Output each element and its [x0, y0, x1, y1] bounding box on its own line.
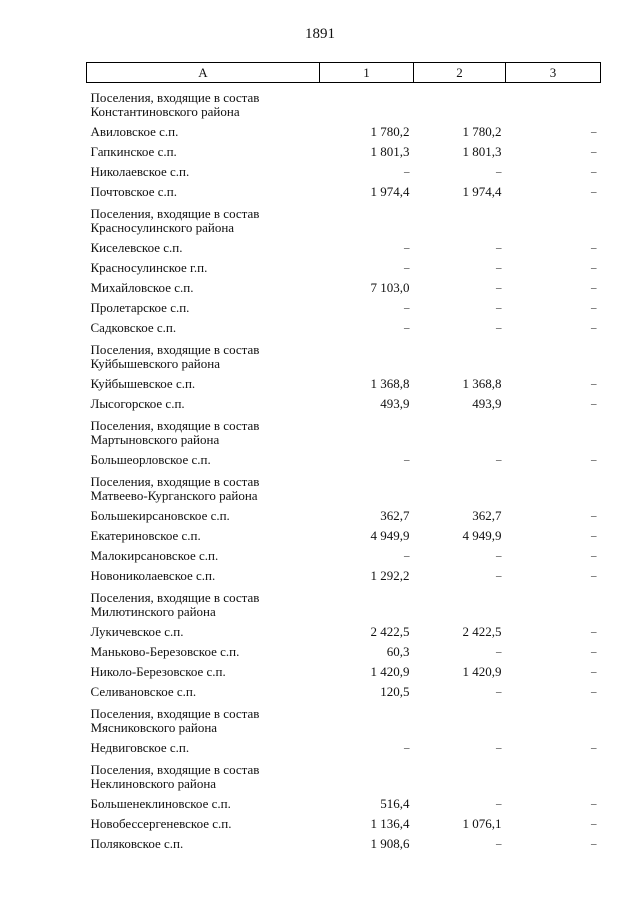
value-cell-col-3: –	[591, 302, 597, 314]
settlement-name: Большеорловское с.п.	[90, 452, 211, 467]
value-cell-col-1: 1 780,2	[370, 124, 410, 139]
settlement-name: Лысогорское с.п.	[90, 396, 185, 411]
value-cell-col-2: 1 076,1	[462, 816, 502, 831]
empty-cell	[506, 199, 601, 235]
settlement-row	[87, 563, 601, 583]
settlement-name: Красносулинское г.п.	[90, 260, 208, 275]
settlement-name: Большекирсановское с.п.	[90, 508, 230, 523]
settlement-row	[87, 543, 601, 563]
empty-cell	[320, 335, 414, 371]
empty-cell	[320, 411, 414, 447]
settlement-row	[87, 679, 601, 699]
settlement-row	[87, 503, 601, 523]
district-group-row	[87, 467, 601, 503]
settlement-name: Авиловское с.п.	[90, 124, 179, 139]
value-cell-col-3: –	[591, 126, 597, 138]
empty-cell	[506, 467, 601, 503]
value-cell-col-3: –	[591, 322, 597, 334]
value-cell-col-1: 60,3	[386, 644, 410, 659]
value-cell-col-2: –	[496, 166, 502, 178]
settlement-row	[87, 659, 601, 679]
value-cell-col-1: 1 974,4	[370, 184, 410, 199]
settlement-row	[87, 447, 601, 467]
settlement-name: Пролетарское с.п.	[90, 300, 190, 315]
settlement-name: Новониколаевское с.п.	[90, 568, 216, 583]
settlement-row	[87, 831, 601, 851]
empty-cell	[506, 699, 601, 735]
value-cell-col-1: –	[404, 242, 410, 254]
settlement-row	[87, 371, 601, 391]
value-cell-col-1: 516,4	[380, 796, 410, 811]
settlement-row	[87, 235, 601, 255]
header-row	[87, 63, 601, 83]
value-cell-col-1: 2 422,5	[370, 624, 410, 639]
value-cell-col-1: –	[404, 302, 410, 314]
district-group-row	[87, 199, 601, 235]
value-cell-col-1: 1 292,2	[370, 568, 410, 583]
settlement-row	[87, 119, 601, 139]
empty-cell	[414, 335, 506, 371]
value-cell-col-1: 493,9	[380, 396, 410, 411]
value-cell-col-2: 1 420,9	[462, 664, 502, 679]
settlement-name: Куйбышевское с.п.	[90, 376, 196, 391]
value-cell-col-3: –	[591, 666, 597, 678]
value-cell-col-2: 1 780,2	[462, 124, 502, 139]
settlement-name: Николаевское с.п.	[90, 164, 190, 179]
settlement-name: Садковское с.п.	[90, 320, 177, 335]
settlement-name: Лукичевское с.п.	[90, 624, 184, 639]
value-cell-col-1: 1 801,3	[370, 144, 410, 159]
settlement-name: Большенеклиновское с.п.	[90, 796, 231, 811]
value-cell-col-2: –	[496, 838, 502, 850]
district-group-label: Поселения, входящие в состав Константиновского района	[90, 90, 260, 119]
empty-cell	[414, 699, 506, 735]
value-cell-col-1: –	[404, 454, 410, 466]
settlement-row	[87, 523, 601, 543]
header-cell-a: А	[87, 63, 320, 83]
settlement-row	[87, 179, 601, 199]
settlement-row	[87, 639, 601, 659]
settlement-row	[87, 391, 601, 411]
district-group-label: Поселения, входящие в состав Неклиновского района	[90, 762, 260, 791]
value-cell-col-1: –	[404, 742, 410, 754]
value-cell-col-1: 1 136,4	[370, 816, 410, 831]
value-cell-col-3: –	[591, 550, 597, 562]
value-cell-col-3: –	[591, 282, 597, 294]
value-cell-col-1: –	[404, 166, 410, 178]
value-cell-col-2: –	[496, 302, 502, 314]
settlement-name: Недвиговское с.п.	[90, 740, 190, 755]
empty-cell	[506, 411, 601, 447]
district-group-row	[87, 755, 601, 791]
district-group-label: Поселения, входящие в состав Куйбышевского района	[90, 342, 260, 371]
value-cell-col-3: –	[591, 626, 597, 638]
empty-cell	[320, 199, 414, 235]
value-cell-col-3: –	[591, 166, 597, 178]
settlement-row	[87, 791, 601, 811]
district-group-label: Поселения, входящие в состав Милютинского района	[90, 590, 260, 619]
empty-cell	[414, 583, 506, 619]
value-cell-col-2: –	[496, 322, 502, 334]
value-cell-col-2: –	[496, 570, 502, 582]
settlement-name: Екатериновское с.п.	[90, 528, 201, 543]
value-cell-col-3: –	[591, 686, 597, 698]
value-cell-col-3: –	[591, 146, 597, 158]
value-cell-col-3: –	[591, 742, 597, 754]
district-group-row	[87, 411, 601, 447]
settlement-row	[87, 275, 601, 295]
value-cell-col-2: 493,9	[472, 396, 502, 411]
value-cell-col-2: 2 422,5	[462, 624, 502, 639]
district-group-row	[87, 335, 601, 371]
empty-cell	[506, 83, 601, 120]
settlement-name: Киселевское с.п.	[90, 240, 183, 255]
value-cell-col-3: –	[591, 262, 597, 274]
district-group-row	[87, 83, 601, 120]
settlement-name: Почтовское с.п.	[90, 184, 177, 199]
value-cell-col-1: –	[404, 550, 410, 562]
settlement-row	[87, 295, 601, 315]
settlement-name: Маньково-Березовское с.п.	[90, 644, 240, 659]
value-cell-col-2: –	[496, 742, 502, 754]
value-cell-col-3: –	[591, 530, 597, 542]
settlement-name: Гапкинское с.п.	[90, 144, 177, 159]
value-cell-col-2: –	[496, 454, 502, 466]
settlement-name: Поляковское с.п.	[90, 836, 184, 851]
district-group-label: Поселения, входящие в состав Мясниковского района	[90, 706, 260, 735]
value-cell-col-2: –	[496, 550, 502, 562]
empty-cell	[414, 411, 506, 447]
district-group-label: Поселения, входящие в состав Мартыновского района	[90, 418, 260, 447]
header-cell-3: 3	[506, 63, 601, 83]
value-cell-col-2: –	[496, 262, 502, 274]
settlements-budget-table	[86, 62, 601, 851]
table-body	[87, 83, 601, 852]
value-cell-col-1: –	[404, 322, 410, 334]
value-cell-col-1: 1 368,8	[370, 376, 410, 391]
value-cell-col-3: –	[591, 646, 597, 658]
settlement-name: Малокирсановское с.п.	[90, 548, 219, 563]
settlement-row	[87, 255, 601, 275]
table-header	[87, 63, 601, 83]
value-cell-col-3: –	[591, 242, 597, 254]
empty-cell	[506, 335, 601, 371]
settlement-row	[87, 315, 601, 335]
empty-cell	[414, 199, 506, 235]
value-cell-col-2: 1 801,3	[462, 144, 502, 159]
value-cell-col-3: –	[591, 454, 597, 466]
empty-cell	[414, 755, 506, 791]
settlement-row	[87, 139, 601, 159]
value-cell-col-2: –	[496, 646, 502, 658]
settlement-row	[87, 619, 601, 639]
value-cell-col-2: –	[496, 242, 502, 254]
value-cell-col-1: 120,5	[380, 684, 410, 699]
settlement-row	[87, 159, 601, 179]
district-group-row	[87, 699, 601, 735]
value-cell-col-3: –	[591, 378, 597, 390]
value-cell-col-2: 1 368,8	[462, 376, 502, 391]
value-cell-col-2: –	[496, 798, 502, 810]
settlement-name: Николо-Березовское с.п.	[90, 664, 226, 679]
empty-cell	[320, 467, 414, 503]
empty-cell	[320, 755, 414, 791]
settlement-name: Селивановское с.п.	[90, 684, 197, 699]
district-group-row	[87, 583, 601, 619]
empty-cell	[320, 699, 414, 735]
value-cell-col-1: 7 103,0	[370, 280, 410, 295]
header-cell-2: 2	[414, 63, 506, 83]
settlement-row	[87, 811, 601, 831]
empty-cell	[320, 83, 414, 120]
district-group-label: Поселения, входящие в состав Матвеево-Курганского района	[90, 474, 260, 503]
value-cell-col-1: 1 908,6	[370, 836, 410, 851]
district-group-label: Поселения, входящие в состав Красносулинского района	[90, 206, 260, 235]
page-number: 1891	[305, 26, 335, 42]
value-cell-col-3: –	[591, 818, 597, 830]
empty-cell	[414, 83, 506, 120]
value-cell-col-3: –	[591, 798, 597, 810]
value-cell-col-3: –	[591, 186, 597, 198]
value-cell-col-2: 1 974,4	[462, 184, 502, 199]
empty-cell	[506, 583, 601, 619]
value-cell-col-2: 4 949,9	[462, 528, 502, 543]
empty-cell	[506, 755, 601, 791]
value-cell-col-3: –	[591, 510, 597, 522]
header-cell-1: 1	[320, 63, 414, 83]
value-cell-col-2: –	[496, 282, 502, 294]
empty-cell	[320, 583, 414, 619]
empty-cell	[414, 467, 506, 503]
settlement-name: Новобессергеневское с.п.	[90, 816, 232, 831]
value-cell-col-2: –	[496, 686, 502, 698]
value-cell-col-1: 4 949,9	[370, 528, 410, 543]
value-cell-col-3: –	[591, 570, 597, 582]
value-cell-col-3: –	[591, 838, 597, 850]
settlement-name: Михайловское с.п.	[90, 280, 194, 295]
value-cell-col-3: –	[591, 398, 597, 410]
value-cell-col-1: 1 420,9	[370, 664, 410, 679]
value-cell-col-1: –	[404, 262, 410, 274]
settlement-row	[87, 735, 601, 755]
value-cell-col-2: 362,7	[472, 508, 502, 523]
value-cell-col-1: 362,7	[380, 508, 410, 523]
